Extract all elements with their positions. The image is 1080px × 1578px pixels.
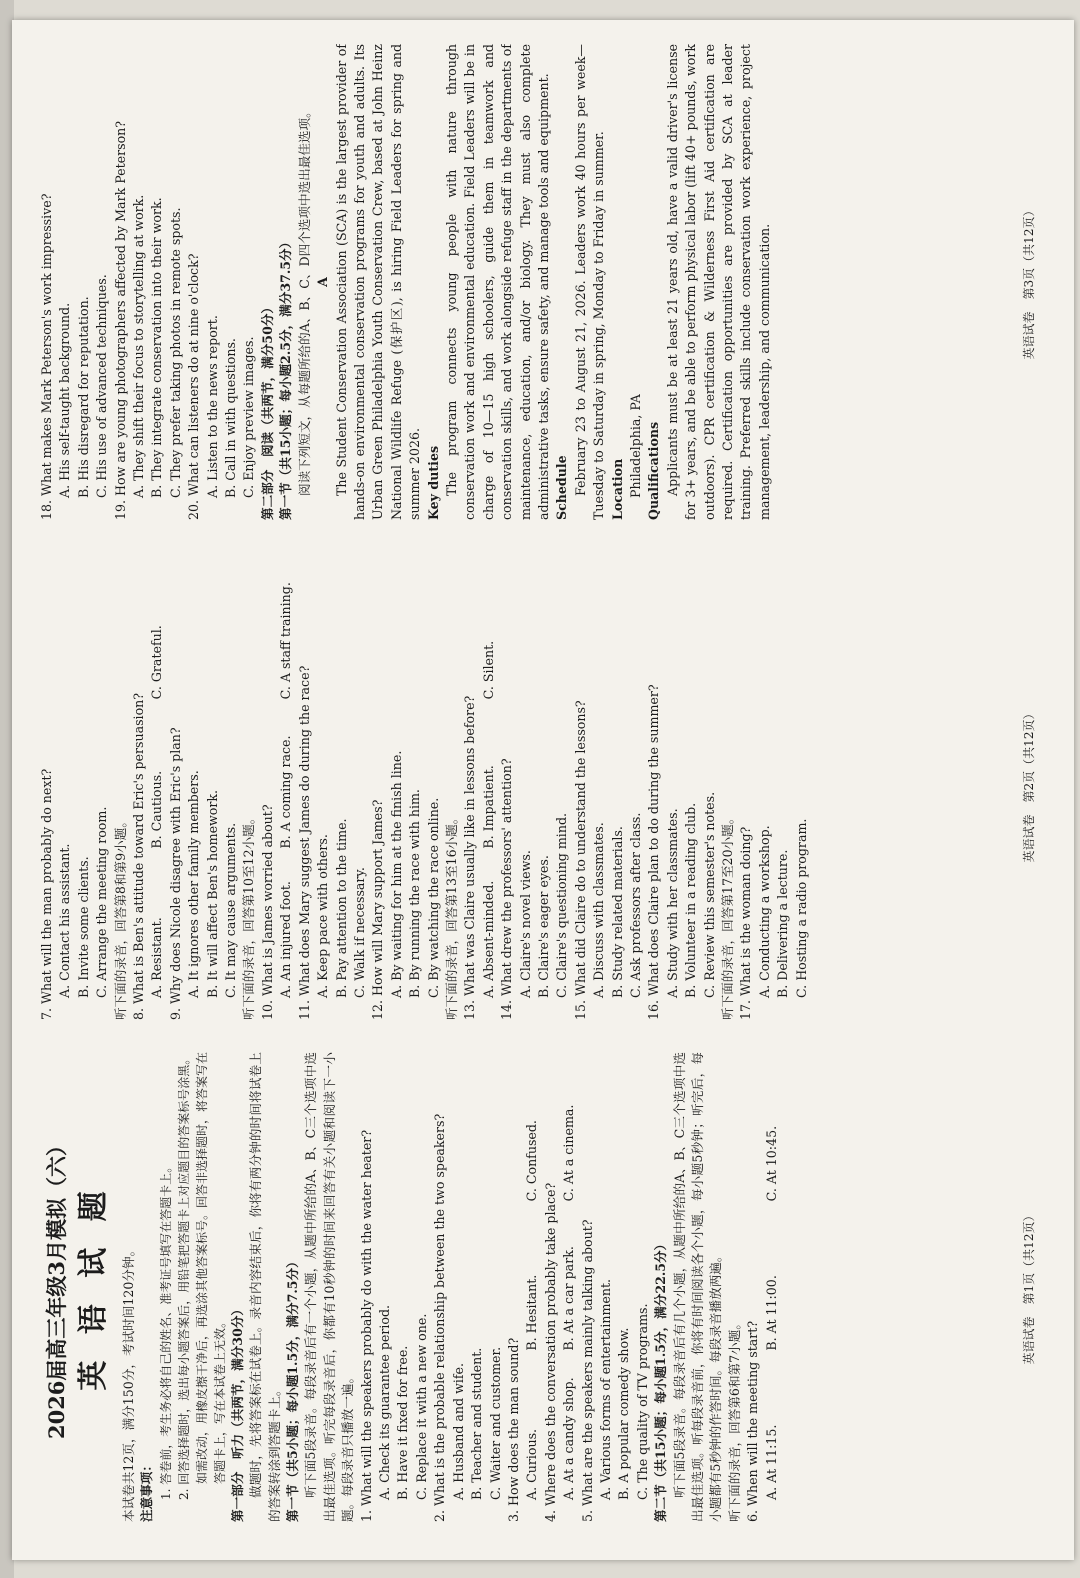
- option: C. It may cause arguments.: [223, 822, 239, 998]
- option: B. Volunteer in a reading club.: [683, 802, 699, 998]
- question: 9. Why does Nicole disagree with Eric's plan?: [167, 727, 183, 1020]
- passage-paragraph: Applicants must be at least 21 years old, have a valid driver's license for 3+ years, and be able to perform physical labor (lift 40+ pounds, work outdoors). CPR certification & Wilderness First Aid certification are required. Certification opportunities are provided by SCA at leader training. Preferred skills include conservation work experience, project management, leadership, and communication.: [664, 44, 772, 520]
- option: B. It will affect Ben's homework.: [204, 789, 220, 998]
- option: A. At a candy shop.: [561, 1377, 577, 1500]
- option: A. They shift their focus to storytelling at work.: [131, 194, 147, 498]
- option: B. Cautious.: [149, 770, 165, 849]
- passage-paragraph: The program connects young people with nature through conservation work and environmental education. Field Leaders will be in charge of 10—15 high schoolers, guide them in teamwork and conservation skills, and work alongside refuge staff in the departments of maintenance, education, and/or biology. They must also complete administrative tasks, ensure safety, and manage tools and equipment.: [443, 44, 551, 520]
- option: C. Claire's questioning mind.: [554, 812, 570, 998]
- page-footer: 英语试卷 第1页（共12页）: [1021, 1209, 1036, 1365]
- instruction-text: 听下面5段录音。每段录音后有几个小题，从题中所给的A、B、C三个选项中选出最佳选项。听每段录音前，你将有时间阅读各个小题，每小题5秒钟；听完后，每小题都有5秒钟的作答时间。每段录音播放两遍。: [671, 1052, 724, 1522]
- option: C. The quality of TV programs.: [634, 1303, 650, 1500]
- exam-subtitle: 英 语 试 题: [76, 1183, 111, 1391]
- option: A. Various forms of entertainment.: [597, 1278, 613, 1500]
- page-footer: 英语试卷 第3页（共12页）: [1021, 204, 1036, 360]
- option: A. His self-taught background.: [57, 302, 73, 498]
- question: 1. What will the speakers probably do with the water heater?: [358, 1129, 374, 1522]
- option-row: [523, 1052, 541, 1522]
- option: B. His disregard for reputation.: [75, 296, 91, 498]
- option: B. Hesitant.: [524, 1274, 540, 1351]
- notice-item: 1. 答卷前，考生务必将自己的姓名、准考证号填写在答题卡上。: [158, 1160, 173, 1500]
- option: C. They prefer taking photos in remote spots.: [167, 207, 183, 498]
- question: 18. What makes Mark Peterson's work impressive?: [39, 193, 54, 520]
- option: A. Study with her classmates.: [664, 808, 680, 998]
- option: B. They integrate conservation into their work.: [149, 197, 165, 498]
- option: B. Have it fixed for free.: [395, 1345, 411, 1500]
- option: B. Invite some clients.: [75, 856, 91, 998]
- option: A. It ignores other family members.: [186, 770, 202, 998]
- exam-page-1: [38, 1052, 1038, 1522]
- passage-paragraph: The Student Conservation Association (SCA) is the largest provider of hands-on environmental conservation programs for youth and adults. Its Urban Green Philadelphia Youth Conservation Crew, based at John Heinz National Wildlife Refuge (保护区), is hiring Field Leaders for spring and summer 2026.: [333, 44, 423, 520]
- listen-instruction: 听下面的录音，回答第6和第7小题。: [726, 1317, 742, 1522]
- page-footer: 英语试卷 第2页（共12页）: [1021, 707, 1036, 863]
- question: 2. What is the probable relationship between the two speakers?: [432, 1113, 448, 1522]
- option-row: [480, 550, 498, 1020]
- option: B. Delivering a lecture.: [775, 849, 791, 998]
- option: C. His use of advanced techniques.: [94, 274, 110, 498]
- listen-instruction: 听下面的录音，回答第13至16小题。: [443, 811, 459, 1020]
- question: 13. What was Claire usually like in lessons before?: [462, 695, 478, 1020]
- option: A. Absent-minded.: [480, 880, 496, 998]
- question: 6. When will the meeting start?: [745, 1320, 761, 1522]
- option: C. Waiter and customer.: [487, 1346, 503, 1500]
- instruction-text: 做题时，先将答案标在试卷上。录音内容结束后，你将有两分钟的时间将试卷上的答案转涂到答题卡上。: [248, 1052, 282, 1522]
- option: A. Resistant.: [149, 917, 165, 998]
- section-heading: 第二部分 阅读（共两节，满分50分）: [259, 300, 275, 520]
- option: A. At 11:15.: [763, 1424, 779, 1500]
- question: 10. What is James worried about?: [259, 804, 275, 1020]
- listen-instruction: 听下面的录音，回答第8和第9小题。: [112, 815, 128, 1020]
- question: 4. Where does the conversation probably take place?: [542, 1182, 558, 1522]
- notice-item: 2. 回答选择题时，选出每小题答案后，用铅笔把答题卡上对应题目的答案标号涂黑。如需改动，用橡皮擦干净后，再选涂其他答案标号。回答非选择题时，将答案写在答题卡上，写在本试卷上无效。: [176, 1052, 227, 1500]
- option: B. Teacher and student.: [469, 1347, 485, 1500]
- option: C. Silent.: [480, 640, 496, 700]
- question: 20. What can listeners do at nine o'clock?: [186, 253, 202, 520]
- option: B. Pay attention to the time.: [333, 818, 349, 998]
- option: B. At 11:00.: [763, 1275, 779, 1351]
- question: 17. What is the woman doing?: [738, 826, 754, 1020]
- exam-page-3: [38, 44, 1038, 520]
- option: B. A popular comedy show.: [616, 1327, 632, 1500]
- option: B. Impatient.: [480, 765, 496, 849]
- question: 15. What did Claire do to understand the lessons?: [572, 700, 588, 1020]
- intro-text: 本试卷共12页，满分150分，考试时间120分钟。: [121, 1243, 136, 1522]
- question: 7. What will the man probably do next?: [39, 768, 54, 1020]
- question: 11. What does Mary suggest James do during the race?: [296, 665, 312, 1020]
- option-row: [763, 1052, 781, 1522]
- option: C. A staff training.: [278, 582, 294, 700]
- option-row: [560, 1052, 578, 1522]
- option: A. Claire's novel views.: [517, 850, 533, 998]
- question: 16. What does Claire plan to do during the summer?: [646, 684, 662, 1020]
- option: C. At 10:45.: [763, 1125, 779, 1202]
- listen-instruction: 听下面的录音，回答第10至12小题。: [241, 811, 257, 1020]
- option: C. At a cinema.: [561, 1104, 577, 1202]
- option-row: [277, 550, 295, 1020]
- option: A. An injured foot.: [278, 881, 294, 998]
- option: A. Discuss with classmates.: [591, 822, 607, 998]
- passage-heading: Key duties: [425, 445, 441, 520]
- option: A. By waiting for him at the finish line.: [388, 750, 404, 998]
- option: A. Conducting a workshop.: [756, 825, 772, 998]
- passage-paragraph: February 23 to August 21, 2026. Leaders work 40 hours per week—Tuesday to Saturday in spring, Monday to Friday in summer.: [572, 44, 607, 520]
- passage-heading: Qualifications: [646, 421, 662, 520]
- option: B. A coming race.: [278, 735, 294, 849]
- option: C. Enjoy preview images.: [241, 336, 257, 498]
- instruction-text: 阅读下列短文，从每题所给的A、B、C、D四个选项中选出最佳选项。: [296, 105, 312, 496]
- option: C. Confused.: [524, 1120, 540, 1202]
- option: B. At a car park.: [561, 1246, 577, 1351]
- notice-title: 注意事项：: [139, 1459, 155, 1522]
- option: B. Call in with questions.: [223, 338, 239, 498]
- option: A. Curious.: [524, 1428, 540, 1500]
- option: C. Walk if necessary.: [351, 867, 367, 998]
- instruction-text: 听下面5段录音。每段录音后有一个小题，从题中所给的A、B、C三个选项中选出最佳选项。听完每段录音后，你都有10秒钟的时间来回答有关小题和阅读下一小题。每段录音只播放一遍。: [303, 1052, 356, 1522]
- rotated-sheet: [12, 20, 1074, 1560]
- passage-heading: Schedule: [554, 455, 570, 520]
- option: B. Study related materials.: [609, 826, 625, 998]
- exam-title: 2026届高三年级3月模拟（六）: [44, 1134, 69, 1440]
- option: C. Grateful.: [149, 625, 165, 700]
- passage-label: A: [315, 277, 331, 287]
- section-heading: 第一部分 听力（共两节，满分30分）: [229, 1302, 245, 1522]
- option: C. Replace it with a new one.: [413, 1313, 429, 1500]
- question: 5. What are the speakers mainly talking about?: [579, 1219, 595, 1522]
- question: 14. What drew the professors' attention?: [499, 758, 515, 1020]
- option: C. Hosting a radio program.: [793, 818, 809, 998]
- option: A. Listen to the news report.: [204, 315, 220, 498]
- option: C. Ask professors after class.: [628, 812, 643, 998]
- option: B. Claire's eager eyes.: [535, 855, 551, 998]
- option: A. Contact his assistant.: [57, 843, 73, 998]
- question: 12. How will Mary support James?: [370, 799, 386, 1020]
- section-heading: 第二节（共15小题；每小题1.5分，满分22.5分）: [653, 1237, 669, 1522]
- option: A. Husband and wife.: [450, 1362, 466, 1500]
- exam-page-2: [38, 550, 1038, 1020]
- question: 19. How are young photographers affected by Mark Peterson?: [112, 120, 128, 520]
- option: A. Keep pace with others.: [315, 834, 331, 998]
- question: 3. How does the man sound?: [505, 1337, 521, 1522]
- passage-paragraph: Philadelphia, PA: [628, 394, 643, 498]
- exam-paper: [12, 20, 1074, 1560]
- option: C. Review this semester's notes.: [701, 791, 717, 998]
- option: A. Check its guarantee period.: [377, 1304, 393, 1500]
- listen-instruction: 听下面的录音，回答第17至20小题。: [720, 811, 736, 1020]
- passage-heading: Location: [609, 458, 625, 520]
- question: 8. What is Ben's attitude toward Eric's persuasion?: [131, 692, 147, 1020]
- section-heading: 第一节（共15小题；每小题2.5分，满分37.5分）: [278, 235, 294, 520]
- option: B. By running the race with him.: [407, 789, 423, 998]
- option-row: [148, 550, 166, 1020]
- option: C. By watching the race online.: [425, 797, 441, 998]
- section-heading: 第一节（共5小题；每小题1.5分，满分7.5分）: [285, 1255, 301, 1522]
- option: C. Arrange the meeting room.: [94, 806, 110, 998]
